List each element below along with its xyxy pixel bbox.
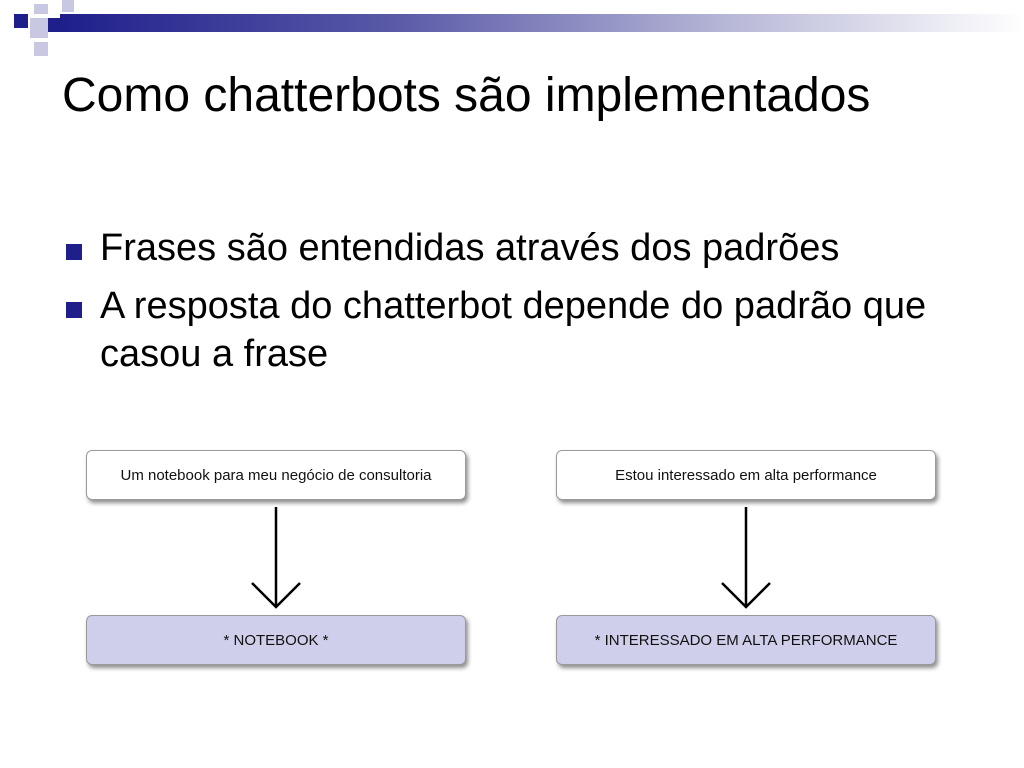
bullet-list	[62, 224, 942, 388]
bullet-text: Frases são entendidas através dos padrões	[100, 227, 840, 269]
input-sentence-box-left: Um notebook para meu negócio de consultoria	[86, 450, 466, 500]
header-decoration	[0, 0, 1024, 48]
square-bullet-icon	[66, 244, 82, 260]
header-gradient-bar	[60, 14, 1024, 32]
pattern-box-right: * INTERESSADO EM ALTA PERFORMANCE	[556, 615, 936, 665]
down-arrow-icon	[246, 505, 306, 613]
decorative-square	[34, 42, 48, 56]
decorative-square	[34, 4, 48, 14]
slide-title: Como chatterbots são implementados	[62, 69, 871, 122]
decorative-square	[14, 14, 28, 28]
bullet-item	[62, 224, 942, 272]
decorative-square	[48, 18, 62, 32]
decorative-square	[62, 0, 74, 12]
bullet-item	[62, 282, 942, 378]
down-arrow-icon	[716, 505, 776, 613]
input-sentence-box-right: Estou interessado em alta performance	[556, 450, 936, 500]
square-bullet-icon	[66, 302, 82, 318]
pattern-box-left: * NOTEBOOK *	[86, 615, 466, 665]
decorative-square	[30, 18, 48, 38]
bullet-text: A resposta do chatterbot depende do padrão que casou a frase	[100, 285, 927, 375]
